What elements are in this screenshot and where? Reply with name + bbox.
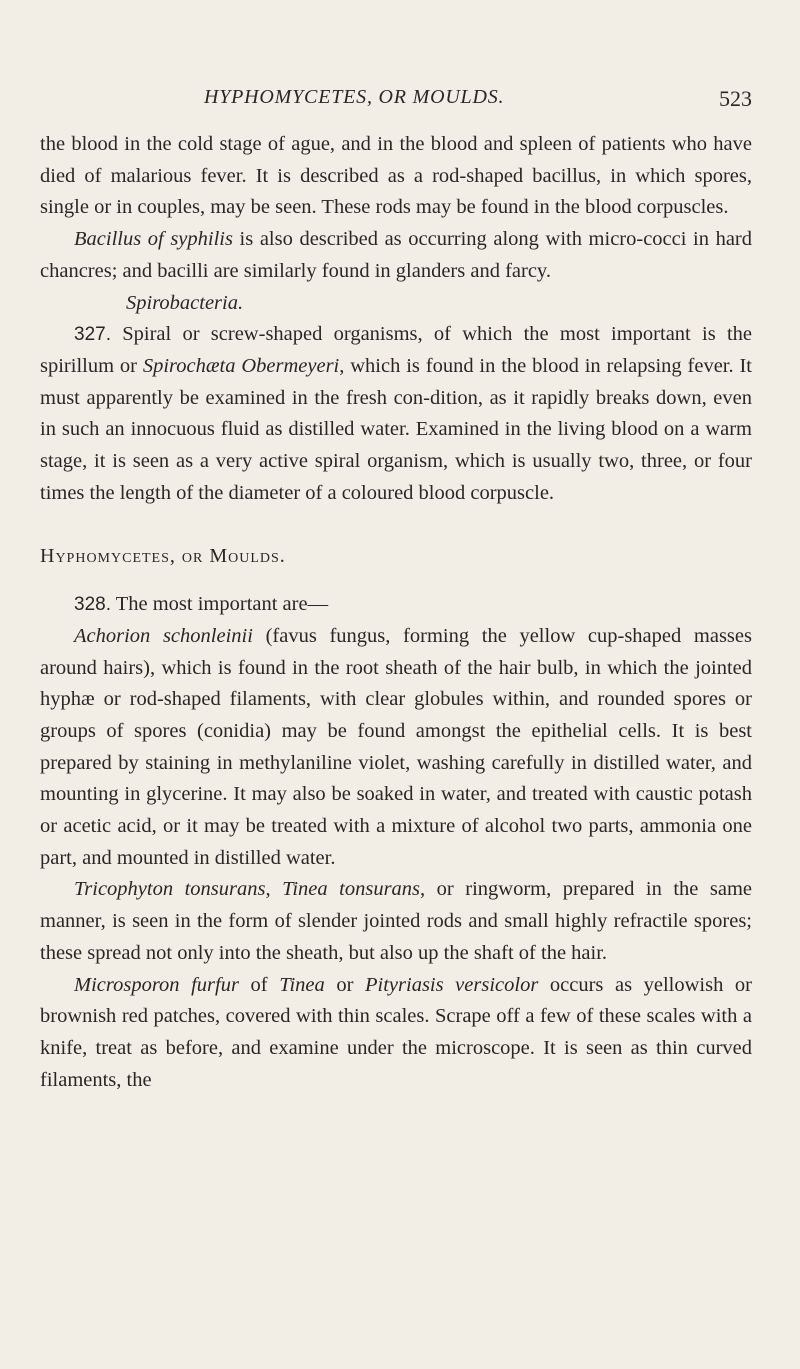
species-name: Pityriasis versicolor (365, 973, 539, 996)
species-name: Bacillus of syphilis (74, 228, 233, 251)
paragraph-text: , which is found in the blood in relapsing fever. It must apparently be examined in the fresh con-dition, as it rapidly breaks down, even in such an innocuous fluid as distilled water. Examined in the living blood on a warm stage, it is seen as a very active spiral organism, which is usually two, three, or four times the length of the diameter of a coloured blood corpuscle. (40, 354, 752, 504)
species-name: Tinea (279, 973, 325, 996)
page-number: 523 (719, 86, 752, 111)
paragraph-text: occurs as yellowish or brownish red patches, covered with thin scales. Scrape off a few of these scales with a knife, treat as before, and examine under the microscope. It is seen as thin curved filaments, the (40, 973, 752, 1091)
paragraph-achorion (40, 621, 752, 875)
paragraph-tricophyton (40, 874, 752, 969)
paragraph-328 (40, 589, 752, 621)
paragraph-327 (40, 319, 752, 509)
subheading-spirobacteria: Spirobacteria. (126, 291, 244, 314)
punctuation: , (265, 878, 283, 901)
paragraph-number: 328. (74, 594, 111, 616)
paragraph-text: (favus fungus, forming the yellow cup-shaped masses around hairs), which is found in the root sheath of the hair bulb, in which the jointed hyphæ or rod-shaped filaments, with clear globules within, and rounded spores or groups of spores (conidia) may be found amongst the epithelial cells. It is best prepared by staining in methylaniline violet, washing carefully in distilled water, and mounting in glycerine. It may also be soaked in water, and treated with caustic potash or acetic acid, or it may be treated with a mixture of alcohol two parts, ammonia one part, and mounted in distilled water. (40, 624, 752, 869)
paragraph-text: the blood in the cold stage of ague, and in the blood and spleen of patients who have died of malarious fever. It is described as a rod-shaped bacillus, in which spores, single or in couples, may be seen. These rods may be found in the blood corpuscles. (40, 133, 752, 219)
species-name: Microsporon furfur (74, 973, 239, 996)
running-title: HYPHOMYCETES, OR MOULDS. (204, 86, 505, 108)
paragraph-text: is also described as occurring along with micro-cocci in hard chancres; and bacilli are similarly found in glanders and farcy. (40, 228, 752, 282)
running-head (40, 86, 752, 116)
page-body (40, 129, 752, 1096)
paragraph-text: Spiral or screw-shaped organisms, of which the most important is the spirillum or (40, 323, 752, 377)
species-name: Achorion schonleinii (74, 624, 253, 647)
paragraph-text: or (324, 973, 366, 996)
paragraph-text: , or ringworm, prepared in the same manner, is seen in the form of slender jointed rods and small highly refractile spores; these spread not only into the sheath, but also up the shaft of the hair. (40, 878, 753, 964)
section-heading-hyphomycetes: Hyphomycetes, or Moulds. (40, 545, 286, 568)
paragraph-continued (40, 129, 752, 224)
paragraph-microsporon (40, 970, 752, 1097)
species-name: Spirochæta Obermeyeri (142, 354, 340, 377)
species-name: Tricophyton tonsurans (74, 878, 266, 901)
paragraph-bacillus-syphilis (40, 224, 752, 287)
paragraph-text: The most important are— (110, 593, 329, 616)
paragraph-number: 327. (74, 324, 111, 346)
species-name: Tinea tonsurans (282, 878, 421, 901)
paragraph-text: of (238, 973, 280, 996)
